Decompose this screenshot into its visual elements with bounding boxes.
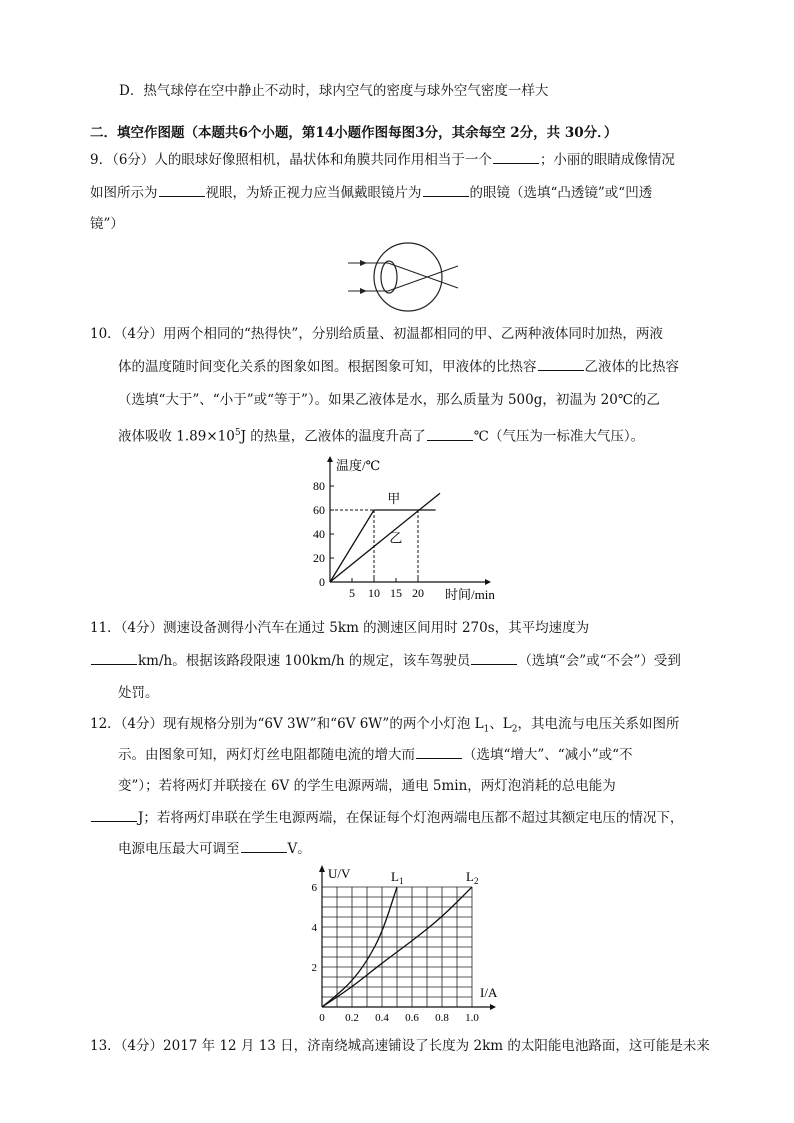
y-tick-label: 2: [311, 962, 317, 974]
x-axis-label: I/A: [480, 985, 498, 1000]
q8-option-d: D．热气球停在空中静止不动时，球内空气的密度与球外空气密度一样大: [119, 83, 549, 99]
q12-line3: 变”）；若将两灯并联接在 6V 的学生电源两端，通电 5min，两灯泡消耗的总电能为: [118, 778, 616, 794]
q10-text: 体的温度随时间变化关系的图象如图。根据图象可知，甲液体的比热容: [118, 359, 537, 375]
q10-text: 液体吸收 1.89×10: [118, 428, 235, 445]
q9-line3: 镜”）: [90, 216, 124, 232]
x-tick-label: 0.6: [405, 1012, 419, 1024]
q13-line1: 13．（4分）2017 年 12 月 13 日，济南绕城高速铺设了长度为 2km 的太阳能电池路面，这可能是未来: [90, 1038, 710, 1054]
y-tick-label: 60: [313, 503, 325, 517]
q9-text: 9．（6分）人的眼球好像照相机，晶状体和角膜共同作用相当于一个: [90, 152, 492, 168]
q12-text: ，其电流与电压关系如图所: [517, 716, 680, 732]
y-axis-arrow: [327, 456, 333, 462]
eyeball: [374, 243, 442, 311]
series-line-2: [330, 490, 440, 582]
q10-line3: （选填“大于”、“小于”或“等于”）。如果乙液体是水，那么质量为 500g，初温为 20℃的乙: [118, 392, 660, 408]
series-label-1: 甲: [387, 490, 401, 506]
series-label-2: 乙: [389, 530, 403, 546]
x-tick-label: 10: [368, 586, 380, 600]
x-tick-label: 0.2: [345, 1012, 359, 1024]
q12-line2: [118, 746, 633, 764]
q12-text: 示。由图象可知，两灯灯丝电阻都随电流的增大而: [118, 747, 415, 763]
y-tick-label: 20: [313, 551, 325, 565]
answer-blank[interactable]: [538, 358, 584, 371]
q10-line1: 10．（4分）用两个相同的“热得快”，分别给质量、初温都相同的甲、乙两种液体同时加热，两液: [90, 326, 663, 342]
series-label-2: $L_2$: [466, 869, 479, 886]
y-axis-label: 温度/℃: [336, 458, 381, 473]
q11-text: km/h。根据该路段限速 100km/h 的规定，该车驾驶员: [138, 653, 471, 669]
section-heading: 二．填空作图题（本题共6个小题，第14小题作图每图3分，其余每空 2分，共 30分．）: [90, 125, 618, 141]
q12-text: 、L: [489, 716, 512, 732]
q11-line3: 处罚。: [118, 685, 159, 701]
y-tick-label: 0: [319, 575, 325, 589]
ray-refracted: [388, 266, 458, 291]
eye-diagram: [340, 240, 465, 315]
q12-text: （选填“增大”、“减小”或“不: [463, 747, 633, 763]
y-tick-label: 40: [313, 527, 325, 541]
x-tick-label: 0: [319, 1012, 325, 1024]
q12-sub: 1: [483, 724, 490, 735]
q12-text: J；若将两灯串联在学生电源两端，在保证每个灯泡两端电压都不超过其额定电压的情况下，: [138, 810, 684, 826]
q11-line1: 11．（4分）测速设备测得小汽车在通过 5km 的测速区间用时 270s，其平均速度为: [90, 620, 590, 636]
x-tick-label: 5: [349, 586, 355, 600]
answer-blank[interactable]: [241, 840, 287, 853]
q10-line4: [118, 424, 644, 446]
x-tick-label: 0.8: [435, 1012, 449, 1024]
q9-line2: [90, 184, 652, 202]
ray-arrow: [360, 260, 367, 266]
x-tick-label: 0.4: [375, 1012, 389, 1024]
q11-line2: [90, 652, 681, 670]
voltage-current-chart: [300, 862, 510, 1027]
series-line-1: [330, 510, 436, 582]
q10-line2: [118, 358, 679, 376]
q9-text: ；小丽的眼睛成像情况: [539, 152, 675, 168]
q9-line1: [90, 151, 675, 169]
y-axis-arrow: [319, 865, 325, 872]
q12-line5: [118, 840, 311, 858]
q12-sub: 2: [511, 724, 518, 735]
q9-text: 视眼，为矫正视力应当佩戴眼镜片为: [205, 185, 422, 201]
q12-text: V。: [287, 841, 311, 857]
x-tick-label: 15: [390, 586, 402, 600]
ray-arrow: [360, 288, 367, 294]
q10-text: ℃（气压为一标准大气压）。: [473, 428, 645, 445]
x-axis-arrow: [485, 579, 491, 585]
temperature-time-chart: [300, 452, 510, 610]
q11-text: （选填“会”或“不会”）受到: [518, 653, 681, 669]
q12-line1: [90, 715, 680, 739]
q9-text: 的眼镜（选填“凸透镜”或“凹透: [469, 185, 653, 201]
y-tick-label: 80: [313, 479, 325, 493]
answer-blank[interactable]: [91, 652, 137, 665]
y-tick-label: 4: [311, 922, 317, 934]
ray-refracted: [388, 263, 458, 288]
answer-blank[interactable]: [416, 746, 462, 759]
x-axis-arrow: [490, 1004, 496, 1010]
answer-blank[interactable]: [471, 652, 517, 665]
q10-text: J 的热量，乙液体的温度升高了: [240, 428, 426, 445]
answer-blank[interactable]: [159, 184, 205, 197]
x-axis-label: 时间/min: [445, 587, 495, 602]
x-tick-label: 20: [412, 586, 424, 600]
x-tick-label: 1.0: [465, 1012, 479, 1024]
series-label-subscript: 2: [473, 876, 479, 886]
q12-text: 电源电压最大可调至: [118, 841, 240, 857]
q10-text: 乙液体的比热容: [584, 359, 679, 375]
q12-line4: [90, 809, 683, 827]
answer-blank[interactable]: [91, 809, 137, 822]
answer-blank[interactable]: [493, 151, 539, 164]
answer-blank[interactable]: [423, 184, 469, 197]
q12-text: 12．（4分）现有规格分别为“6V 3W”和“6V 6W”的两个小灯泡 L: [90, 716, 484, 732]
answer-blank[interactable]: [427, 428, 473, 441]
y-axis-label: U/V: [328, 866, 351, 881]
q9-text: 如图所示为: [90, 185, 158, 201]
y-tick-label: 6: [311, 882, 317, 894]
series-label-subscript: 1: [398, 876, 404, 886]
q10-sup: 5: [234, 428, 241, 438]
series-label-1: $L_1$: [391, 869, 404, 886]
